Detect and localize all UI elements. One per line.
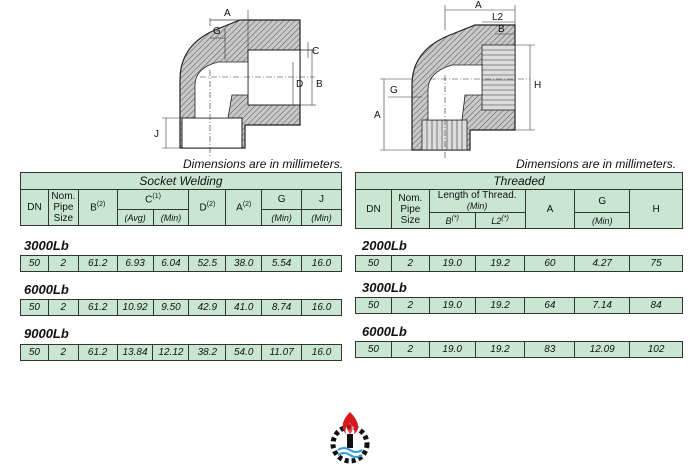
socket-welding-header-table <box>20 172 342 226</box>
socket-rating-label: 6000Lb <box>24 282 69 297</box>
hdr-a: A <box>525 190 575 229</box>
hdr-c-min: (Min) <box>153 210 189 226</box>
hdr-c: $C^{(1)}$ <box>117 190 189 210</box>
dim-a-label: A <box>224 8 231 19</box>
hdr-j-min: (Min) <box>302 210 342 226</box>
cell: 64 <box>525 298 575 314</box>
cell: 61.2 <box>78 256 117 272</box>
cell: 52.5 <box>189 256 226 272</box>
hdr-d: $D^{(2)}$ <box>189 190 226 226</box>
cell: 61.2 <box>78 345 117 361</box>
cell: 38.2 <box>189 345 226 361</box>
dim-g-label-right: G <box>390 85 398 96</box>
dim-g-label: G <box>213 26 221 37</box>
threaded-rating-label: 6000Lb <box>362 324 407 339</box>
dim-a-top-label: A <box>475 0 482 11</box>
cell: 84 <box>630 298 683 314</box>
cell: 19.2 <box>475 342 525 358</box>
cell: 16.0 <box>302 300 342 316</box>
threaded-title: Threaded <box>356 173 683 190</box>
cell: 19.0 <box>429 256 475 272</box>
hdr-g: G <box>575 190 630 213</box>
socket-data-row <box>20 344 342 361</box>
hdr-c-avg: (Avg) <box>117 210 153 226</box>
cell: 8.74 <box>262 300 302 316</box>
dim-c-label: C <box>312 46 320 57</box>
cell: 5.54 <box>262 256 302 272</box>
cell: 7.14 <box>575 298 630 314</box>
cell: 19.0 <box>429 342 475 358</box>
cell: 42.9 <box>189 300 226 316</box>
cell: 12.12 <box>153 345 189 361</box>
dim-a-left-label: A <box>374 110 381 121</box>
cell: 6.04 <box>153 256 189 272</box>
company-logo <box>322 408 378 466</box>
cell: 61.2 <box>78 300 117 316</box>
dim-b-label-right: B <box>498 24 505 35</box>
dim-b-label: B <box>316 79 323 90</box>
hdr-nom-pipe-size: Nom. Pipe Size <box>48 190 78 226</box>
cell: 16.0 <box>302 256 342 272</box>
cell: 2 <box>391 342 429 358</box>
cell: 9.50 <box>153 300 189 316</box>
hdr-b: $B^{(2)}$ <box>78 190 117 226</box>
cell: 102 <box>630 342 683 358</box>
cell: 16.0 <box>302 345 342 361</box>
cell: 54.0 <box>226 345 262 361</box>
cell: 2 <box>48 300 78 316</box>
cell: 2 <box>48 256 78 272</box>
socket-rating-label: 9000Lb <box>24 326 69 341</box>
hdr-g: G <box>262 190 302 210</box>
cell: 2 <box>391 256 429 272</box>
hdr-length-of-thread: Length of Thread. (Min) <box>429 190 525 213</box>
dim-l2-label: L2 <box>492 12 504 23</box>
hdr-nom-pipe-size: Nom. Pipe Size <box>391 190 429 229</box>
cell: 60 <box>525 256 575 272</box>
hdr-h: H <box>630 190 683 229</box>
threaded-header-table <box>355 172 683 229</box>
cell: 50 <box>21 300 49 316</box>
dim-h-label: H <box>534 80 542 91</box>
dim-j-label: J <box>154 129 159 140</box>
cell: 19.2 <box>475 298 525 314</box>
threaded-rating-label: 2000Lb <box>362 238 407 253</box>
cell: 6.93 <box>117 256 153 272</box>
cell: 50 <box>356 342 392 358</box>
cell: 12.09 <box>575 342 630 358</box>
cell: 50 <box>356 256 392 272</box>
cell: 50 <box>356 298 392 314</box>
threaded-rating-label: 3000Lb <box>362 280 407 295</box>
cell: 19.0 <box>429 298 475 314</box>
cell: 10.92 <box>117 300 153 316</box>
hdr-a: $A^{(2)}$ <box>226 190 262 226</box>
hdr-dn: DN <box>356 190 392 229</box>
threaded-data-row <box>355 255 683 272</box>
threaded-data-row <box>355 341 683 358</box>
cell: 41.0 <box>226 300 262 316</box>
dims-note-right: Dimensions are in millimeters. <box>516 157 677 171</box>
cell: 13.84 <box>117 345 153 361</box>
cell: 75 <box>630 256 683 272</box>
cell: 38.0 <box>226 256 262 272</box>
dim-d-label: D <box>296 79 304 90</box>
threaded-elbow-drawing <box>370 0 550 160</box>
socket-data-row <box>20 255 342 272</box>
hdr-l2: L2(*) <box>475 213 525 229</box>
cell: 50 <box>21 345 49 361</box>
cell: 19.2 <box>475 256 525 272</box>
cell: 4.27 <box>575 256 630 272</box>
cell: 50 <box>21 256 49 272</box>
hdr-b: B(*) <box>429 213 475 229</box>
hdr-dn: DN <box>21 190 49 226</box>
hdr-j: J <box>302 190 342 210</box>
cell: 2 <box>48 345 78 361</box>
hdr-g-min: (Min) <box>262 210 302 226</box>
socket-weld-elbow-drawing <box>140 0 340 160</box>
hdr-g-min: (Min) <box>575 213 630 229</box>
socket-data-row <box>20 299 342 316</box>
cell: 2 <box>391 298 429 314</box>
dims-note-left: Dimensions are in millimeters. <box>183 157 344 171</box>
socket-rating-label: 3000Lb <box>24 238 69 253</box>
cell: 83 <box>525 342 575 358</box>
socket-title: Socket Welding <box>21 173 342 190</box>
threaded-data-row <box>355 297 683 314</box>
cell: 11.07 <box>262 345 302 361</box>
